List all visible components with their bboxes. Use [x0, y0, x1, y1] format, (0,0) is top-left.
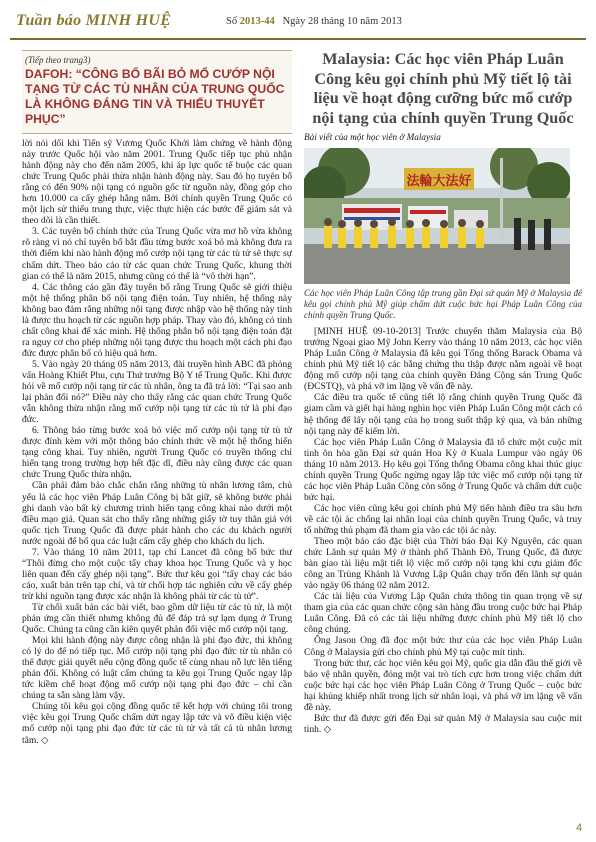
paragraph: 4. Các thông cáo gần đây tuyên bố rằng Trung Quốc sẽ giới thiệu một hệ thống phân bổ nội tạng điện toán. Tuy nhiên, hệ thống này không bao đảm rằng những nội tạng được nhập vào hệ thống này tính là được thu hoạch từ các nguồn hợp pháp. Thay vào đó, không có tính chất công khai để xác minh. Hệ thống phân bổ nội tạng điện toán đặt ra nguy cơ cho phép những nội tạng được thu hoạch một cách phi đạo đức được phân bổ có hiệu quả hơn.: [22, 281, 292, 359]
paragraph: 7. Vào tháng 10 năm 2011, tạp chí Lancet đã công bố bức thư “Thôi đừng cho một cuộc tẩy chay khoa học Trung Quốc và y học liên quan đến cấy ghép nội tạng”. Bức thư kêu gọi “tẩy chay các báo cáo, xuất bản trên tạp chí, và từ chối hợp tác nghiên cứu về cấy ghép trừ khi nguồn tạng được xác nhận là không phải từ các tù tử”.: [22, 546, 292, 602]
rally-photo-illustration: [304, 148, 570, 284]
page-header: [10, 8, 586, 40]
paragraph: Các học viên Pháp Luân Công ở Malaysia đã tổ chức một cuộc mít tinh ôn hòa gần Đại sứ quán Hoa Kỳ ở Kuala Lumpur vào ngày 06 tháng 10 năm 2013. Họ kêu gọi Tổng thống Obama công khai thúc giục chính quyền Trung Quốc ngừng ngay lập tức việc mổ cướp nội tạng từ các học viên Pháp Luân Công còn sống ở Trung Quốc và chấm dứt cuộc bức hại.: [304, 436, 582, 503]
paragraph: Các học viên cũng kêu gọi chính phủ Mỹ tiến hành điều tra sâu hơn về các tội ác chống lại nhân loại của chính quyền Trung Quốc, và truy tố những thủ phạm đã tham gia vào các tội ác này.: [304, 502, 582, 536]
paragraph: Cần phải đảm bảo chắc chắn rằng những tù nhân lương tâm, chủ yếu là các học viên Pháp Luân Công bị bắt giữ, sẽ không bước phải ghi danh vào bất kỳ chương trình hiến tạng công khai nào dưới một điều mạo giả. Quan sát cho thấy rằng những giấy tờ tuy thân giả với quốc tịch Trung Quốc đã được phát hành cho các du khách người nước ngoài để bổ qua các luật cấm cấy ghép cho khách du lịch.: [22, 480, 292, 547]
continued-note: (Tiếp theo trang3): [25, 55, 91, 65]
left-article-heading-box: [22, 50, 292, 134]
byline: Bài viết của một học viên ở Malaysia: [304, 132, 441, 143]
paragraph: Các tài liệu của Vương Lập Quân chứa thông tin quan trọng về sự tham gia của các quan chức cộng sản hàng đầu trong cuộc bức hại Pháp Luân Công. Đã có các tài liệu những được chính phủ Mỹ tiết lộ cho công chúng.: [304, 591, 582, 636]
left-article-body: [22, 138, 292, 746]
issue-number: 2013-44: [239, 16, 275, 27]
paragraph: 5. Vào ngày 20 tháng 05 năm 2013, đài truyền hình ABC đã phỏng vấn Hoàng Khiết Phu, cựu Thứ trưởng Bộ Y tế Trung Quốc. Khi được hỏi về mổ cướp nội tạng từ các tù nhân, ông ta đã trả lời: “Tại sao anh lại phản đối nó?” Điều này cho thấy rằng các quan chức Trung Quốc vẫn không thừa nhận rằng mổ cướp nội tạng từ các tù tử là phi đạo đức.: [22, 358, 292, 426]
paragraph: [MINH HUỆ 09-10-2013] Trước chuyến thăm Malaysia của Bộ trưởng Ngoại giao Mỹ John Kerry vào tháng 10 năm 2013, các học viên Pháp Luân Công ở Malaysia đã kêu gọi Tổng thống Barack Obama và chính phủ Mỹ tiết lộ các bằng chứng thu thập được nằm ngoài về hoạt động mổ cướp nội tạng của chính quyền Đảng Cộng sản Trung Quốc (ĐCSTQ), và phá vỡ im lặng về vấn đề này.: [304, 326, 582, 393]
paragraph: 3. Các tuyên bố chính thức của Trung Quốc vừa mơ hồ vừa không rõ ràng vì nó chỉ tuyên bố bắt đầu từng bước xoá bỏ mà không đưa ra thời điểm khi nào hành động mổ cướp nội tạng từ các tù tử sẽ thực sự chấm dứt. Theo báo cáo từ các quan chức Trung Quốc, khung thời gian có thể là năm 2015, nhưng cũng có thể là “vô thời hạn”.: [22, 226, 292, 282]
left-article-title: DAFOH: “CÔNG BỐ BÃI BỎ MỔ CƯỚP NỘI TẠNG TỪ CÁC TÙ NHÂN CỦA TRUNG QUỐC LÀ KHÔNG ĐÁNG TIN VÀ THIẾU THUYẾT PHỤC”: [25, 67, 285, 126]
left-article: [22, 50, 292, 832]
banner-text: 法輪大法好: [406, 174, 472, 190]
issue-prefix: Số: [226, 16, 238, 27]
rally-photo: [304, 148, 570, 284]
right-article-body: [304, 326, 582, 735]
paragraph: Ông Jason Ong đã đọc một bức thư của các học viên Pháp Luân Công ở Malaysia gửi cho chính phủ Mỹ tại cuộc mít tinh.: [304, 635, 582, 658]
issue-date: Ngày 28 tháng 10 năm 2013: [282, 16, 402, 27]
paragraph: Từ chối xuất bản các bài viết, bao gồm dữ liệu từ các tù tử, là một phản ứng cần thiết nhưng không đủ để đáp trả sự lạm dụng ở Trung Quốc. Chúng ta cũng cần kiên quyết phản đối việc mổ cướp nội tạng.: [22, 601, 292, 636]
photo-caption: Các học viên Pháp Luân Công tập trung gần Đại sứ quán Mỹ ở Malaysia để kêu gọi chính phủ Mỹ giúp chấm dứt cuộc bức hại Pháp Luân Công của chính quyền Trung Quốc.: [304, 288, 582, 320]
paragraph: Các điều tra quốc tế cũng tiết lộ rằng chính quyền Trung Quốc đã giam cầm và giết hại hàng nghìn học viên Pháp Luân Công một cách có hệ thống để lấy nội tạng của họ trong suốt thập kỷ qua, và bán những nội tạng này để kiếm lời.: [304, 392, 582, 437]
paragraph: Bức thư đã được gửi đến Đại sứ quán Mỹ ở Malaysia sau cuộc mít tinh. ◇: [304, 712, 582, 735]
paragraph: Trong bức thư, các học viên kêu gọi Mỹ, quốc gia dẫn đầu thế giới về bảo vệ nhân quyền, đóng một vai trò tích cực hơn trong việc chấm dứt cuộc bức hại các học viên Pháp Luân Công ở Trung Quốc – cuộc bức hại khủng khiếp nhất trong lịch sử nhân loại, và phá vỡ im lặng về vấn đề này.: [304, 657, 582, 713]
paragraph: Theo một báo cáo đặc biệt của Thời báo Đại Kỷ Nguyên, các quan chức Lãnh sự quán Mỹ ở thành phố Thành Đô, Trung Quốc, đã được bàn giao tài liệu mật tiết lộ việc mổ cướp nội tạng khi cựu giám đốc công an Trùng Khánh là Vương Lập Quân chạy trốn đến lãnh sự quán vào ngày 06 tháng 02 năm 2012.: [304, 536, 582, 592]
paragraph: Mọi khi hành động này được công nhận là phi đạo đức, thì không có lý do để nó tiếp tục. Mổ cướp nội tạng phi đạo đức từ tù nhân có thể được giải quyết nếu cộng đồng quốc tế cùng nhau nỗ lực lên tiếng phản đối. Không có luật cấm chúng ta kêu gọi Trung Quốc ngay lập tức kiềm chế hoạt động mổ cướp nội tạng phi đạo đức – chỉ cần chúng ta sẵn sàng làm vậy.: [22, 635, 292, 702]
paragraph: Chúng tôi kêu gọi cộng đồng quốc tế kết hợp với chúng tôi trong việc kêu gọi Trung Quốc chấm dứt ngay lập tức và vô điều kiện việc mổ cướp nội tạng phi đạo đức từ các tù tử và tất cả tù nhân lương tâm. ◇: [22, 701, 292, 746]
masthead-title: Tuần báo MINH HUỆ: [16, 12, 172, 29]
page-number: 4: [576, 822, 583, 834]
right-article: [304, 50, 582, 832]
paragraph: lời nói dối khi Tiến sỹ Vương Quốc Khởi làm chứng về hành động này trước Quốc hội vào năm 2001. Trung Quốc tiếp tục phủ nhận hành động này cho đến năm 2005, khi áp lực quốc tế buộc các quan chức Trung Quốc phải thừa nhận hành động này. Sau đó họ tuyên bố rằng có đến 90% nội tạng có nguồn gốc từ nguồn này, đồng góp cho hơn 10.000 ca cấy ghép hằng năm. Bởi chính quyền Trung Quốc có một lịch sử thiếu trung thực, việc thực hiện các bước để giám sát và theo dõi là cần thiết.: [22, 138, 292, 227]
right-article-title: Malaysia: Các học viên Pháp Luân Công kêu gọi chính phủ Mỹ tiết lộ tài liệu về hoạt động cưỡng bức mổ cướp nội tạng của chính quyền Trung Quốc: [312, 50, 574, 127]
paragraph: 6. Thông báo từng bước xoá bỏ việc mổ cướp nội tạng từ tù tử được đính kèm với một thông báo chính thức về một hệ thống hiến tạng công khai. Tuy nhiên, người Trung Quốc có truyền thống chỉ hiến tạng trong trường hợp hết đặc dĩ, điều này cũng được các quan chức Trung Quốc thừa nhận.: [22, 425, 292, 481]
issue-info: [226, 16, 402, 27]
